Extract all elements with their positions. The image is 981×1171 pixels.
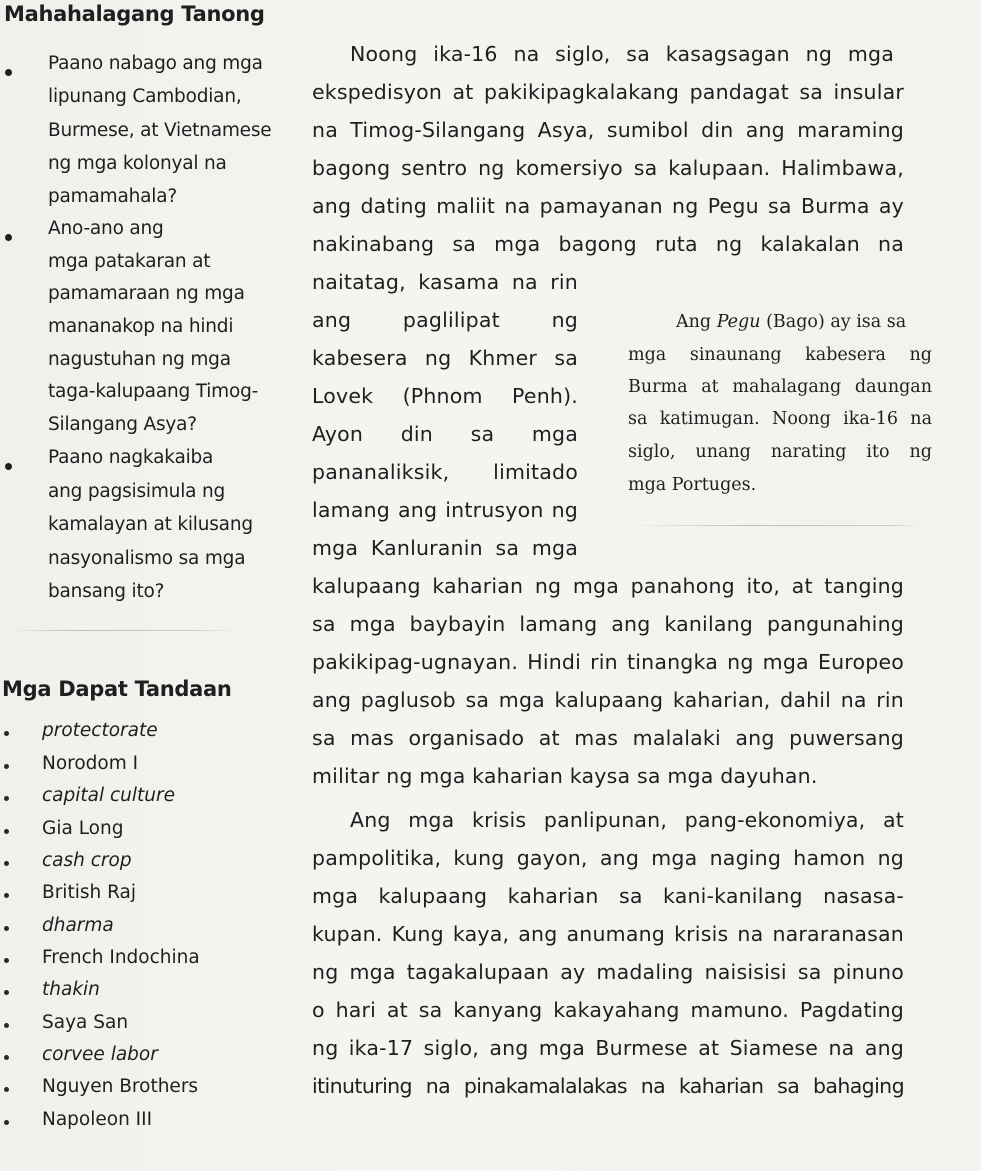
paragraph-line: Ang mga krisis panlipunan, pang-ekonomiya, at xyxy=(350,808,904,832)
bullet-icon xyxy=(4,1023,9,1028)
key-terms-heading: Mga Dapat Tandaan xyxy=(2,677,232,701)
essential-questions-heading: Mahahalagang Tanong xyxy=(4,2,265,26)
term-item: Saya San xyxy=(42,1012,129,1033)
question-line: ang pagsisimula ng xyxy=(48,481,226,502)
question-line: Silangang Asya? xyxy=(48,414,197,435)
bullet-icon xyxy=(5,234,12,241)
paragraph-line: nakinabang sa mga bagong ruta ng kalakalan na xyxy=(312,232,904,256)
bullet-icon xyxy=(4,764,9,769)
bullet-icon xyxy=(4,731,9,736)
paragraph-line: kalupaang kaharian ng mga panahong ito, at tanging xyxy=(312,574,904,598)
paragraph-line: mga kalupaang kaharian sa kani-kanilang nasasa- xyxy=(312,884,904,908)
paragraph-line: pakikipag-ugnayan. Hindi rin tinangka ng mga Europeo xyxy=(312,650,904,674)
callout-line: siglo, unang narating ito ng xyxy=(628,442,932,462)
paragraph-line: kupan. Kung kaya, ang anumang krisis na nararanasan xyxy=(312,922,904,946)
paragraph-line: na Timog-Silangang Asya, sumibol din ang maraming xyxy=(312,118,904,142)
question-line: Ano-ano ang xyxy=(48,218,164,239)
bullet-icon xyxy=(4,1055,9,1060)
term-item: Norodom I xyxy=(42,753,139,774)
bullet-icon xyxy=(5,463,12,470)
bullet-icon xyxy=(4,1087,9,1092)
question-line: nagustuhan ng mga xyxy=(48,349,231,370)
question-line: Paano nabago ang mga xyxy=(48,53,263,74)
paragraph-line: sa mas organisado at mas malalaki ang puwersang xyxy=(312,726,904,750)
bullet-icon xyxy=(4,958,9,963)
term-item: dharma xyxy=(42,915,114,936)
paragraph-line: naitatag, kasama na rin xyxy=(312,270,578,294)
question-line: mananakop na hindi xyxy=(48,316,234,337)
sidebar-divider xyxy=(10,630,240,631)
question-line: nasyonalismo sa mga xyxy=(48,548,246,569)
paragraph-line: kabesera ng Khmer sa xyxy=(312,346,578,370)
bullet-icon xyxy=(5,69,12,76)
question-line: Burmese, at Vietnamese xyxy=(48,120,272,141)
term-item: Napoleon III xyxy=(42,1109,153,1130)
question-line: kamalayan at kilusang xyxy=(48,514,253,535)
term-item: protectorate xyxy=(42,720,158,741)
bullet-icon xyxy=(4,893,9,898)
term-item: Nguyen Brothers xyxy=(42,1076,199,1097)
term-item: thakin xyxy=(42,979,100,1000)
question-line: pamamaraan ng mga xyxy=(48,283,245,304)
paragraph-line: pampolitika, kung gayon, ang mga naging hamon ng xyxy=(312,846,904,870)
paragraph-line: sa mga baybayin lamang ang kanilang pangunahing xyxy=(312,612,904,636)
paragraph-line: ang paglilipat ng xyxy=(312,308,578,332)
term-item: French Indochina xyxy=(42,947,200,968)
paragraph-line: ang paglusob sa mga kalupaang kaharian, dahil na rin xyxy=(312,688,904,712)
paragraph-line: ng mga tagakalupaan ay madaling naisisisi sa pinuno xyxy=(312,960,904,984)
question-line: lipunang Cambodian, xyxy=(48,86,242,107)
paragraph-line: ng ika-17 siglo, ang mga Burmese at Siamese na ang xyxy=(312,1036,904,1060)
paragraph-line: ang dating maliit na pamayanan ng Pegu sa Burma ay xyxy=(312,194,904,218)
callout-divider xyxy=(628,525,918,526)
paragraph-line: itinuturing na pinakamalalakas na kaharian sa bahaging xyxy=(312,1074,904,1098)
paragraph-line: pananaliksik, limitado xyxy=(312,460,578,484)
bullet-icon xyxy=(4,990,9,995)
callout-line: mga sinaunang kabesera ng xyxy=(628,345,932,365)
term-item: cash crop xyxy=(42,850,132,871)
paragraph-line: o hari at sa kanyang kakayahang mamuno. Pagdating xyxy=(312,998,904,1022)
callout-line: Burma at mahalagang daungan xyxy=(628,377,932,397)
bullet-icon xyxy=(4,796,9,801)
question-line: taga-kalupaang Timog- xyxy=(48,381,259,402)
callout-pre: Ang xyxy=(676,312,717,332)
question-line: pamamahala? xyxy=(48,186,177,207)
paragraph-line: Noong ika-16 na siglo, sa kasagsagan ng mga xyxy=(350,42,894,66)
question-line: ng mga kolonyal na xyxy=(48,153,227,174)
paragraph-line: mga Kanluranin sa mga xyxy=(312,536,578,560)
term-item: capital culture xyxy=(42,785,176,806)
bullet-icon xyxy=(4,926,9,931)
term-item: British Raj xyxy=(42,882,136,903)
paragraph-line: militar ng mga kaharian kaysa sa mga dayuhan. xyxy=(312,764,818,788)
callout-line xyxy=(676,310,906,334)
question-line: Paano nagkakaiba xyxy=(48,447,214,468)
paragraph-line: Lovek (Phnom Penh). xyxy=(312,384,578,408)
bullet-icon xyxy=(4,861,9,866)
callout-term: Pegu xyxy=(716,312,761,332)
term-item: Gia Long xyxy=(42,818,124,839)
paragraph-line: Ayon din sa mga xyxy=(312,422,578,446)
callout-line: sa katimugan. Noong ika-16 na xyxy=(628,409,932,429)
question-line: mga patakaran at xyxy=(48,251,211,272)
callout-post: (Bago) ay isa sa xyxy=(760,312,907,332)
term-item: corvee labor xyxy=(42,1044,158,1065)
paragraph-line: lamang ang intrusyon ng xyxy=(312,498,578,522)
paragraph-line: bagong sentro ng komersiyo sa kalupaan. Halimbawa, xyxy=(312,156,904,180)
callout-line: mga Portuges. xyxy=(628,475,757,495)
paragraph-line: ekspedisyon at pakikipagkalakang pandagat sa insular xyxy=(312,80,904,104)
question-line: bansang ito? xyxy=(48,581,165,602)
bullet-icon xyxy=(4,829,9,834)
bullet-icon xyxy=(4,1120,9,1125)
